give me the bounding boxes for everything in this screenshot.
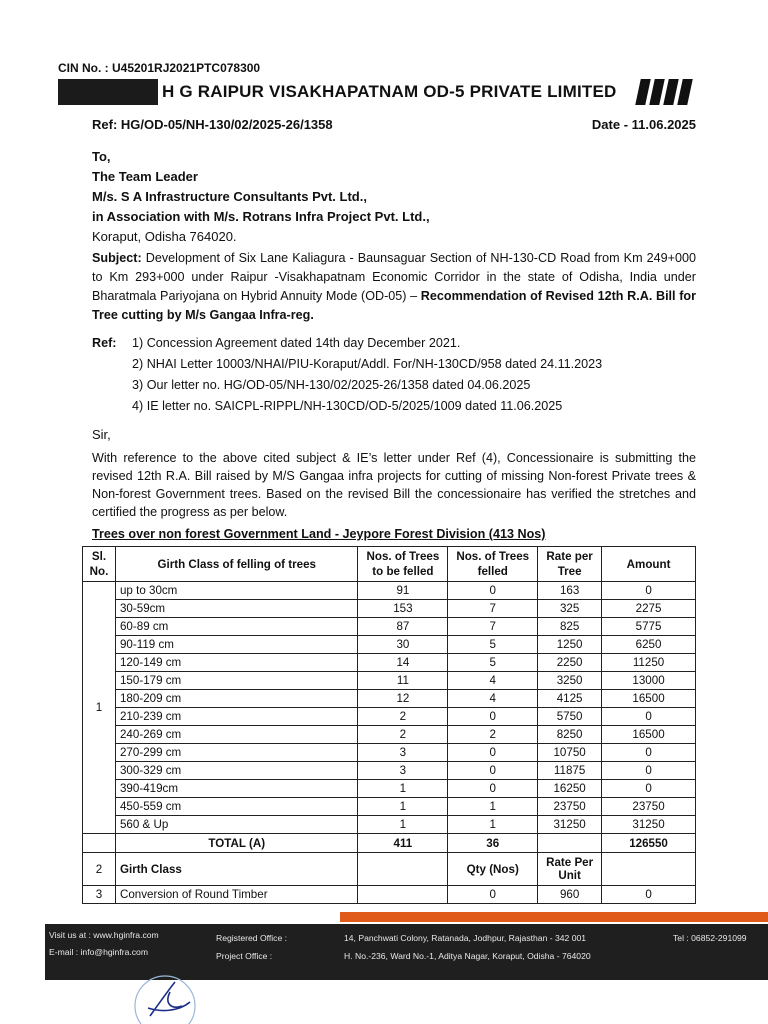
rate-cell: 2250 — [538, 654, 602, 672]
addressee-line: M/s. S A Infrastructure Consultants Pvt. Ltd., — [92, 189, 367, 204]
signature-stamp-icon — [120, 972, 210, 1024]
to-fell-cell: 87 — [358, 618, 448, 636]
table-header-row — [83, 547, 696, 582]
to-fell-cell: 2 — [358, 726, 448, 744]
conversion-qty: 0 — [448, 886, 538, 904]
rate-unit-header: Rate Per Unit — [538, 853, 602, 886]
rate-cell: 825 — [538, 618, 602, 636]
to-fell-cell: 1 — [358, 816, 448, 834]
felled-cell: 0 — [448, 708, 538, 726]
ref-label: Ref: — [92, 336, 117, 350]
rate-cell: 5750 — [538, 708, 602, 726]
qty-header: Qty (Nos) — [448, 853, 538, 886]
amount-cell: 16500 — [602, 726, 696, 744]
girth-class-cell: up to 30cm — [115, 582, 357, 600]
sl-cell: 1 — [83, 582, 116, 834]
rate-cell: 325 — [538, 600, 602, 618]
footer-registered-address: 14, Panchwati Colony, Ratanada, Jodhpur, Rajasthan - 342 001 — [344, 933, 587, 943]
conversion-label: Conversion of Round Timber — [115, 886, 357, 904]
footer-project-label: Project Office : — [216, 951, 273, 961]
to-fell-cell: 91 — [358, 582, 448, 600]
to-fell-cell: 3 — [358, 762, 448, 780]
reference-item: 1) Concession Agreement dated 14th day December 2021. — [132, 336, 461, 350]
girth-class-cell: 240-269 cm — [115, 726, 357, 744]
addressee-line: Koraput, Odisha 764020. — [92, 229, 237, 244]
table-row — [83, 780, 696, 798]
total-felled: 36 — [448, 834, 538, 853]
to-fell-cell: 1 — [358, 798, 448, 816]
girth-class-cell: 300-329 cm — [115, 762, 357, 780]
girth-class-cell: 90-119 cm — [115, 636, 357, 654]
table-row — [83, 582, 696, 600]
subject-bold: Recommendation of Revised 12th R.A. Bill for Tree cutting by M/s Gangaa Infra-reg. — [92, 289, 696, 322]
amount-cell: 0 — [602, 744, 696, 762]
total-amount: 126550 — [602, 834, 696, 853]
header-cell: Rate per Tree — [538, 547, 602, 582]
felled-cell: 4 — [448, 672, 538, 690]
amount-cell: 6250 — [602, 636, 696, 654]
amount-cell: 23750 — [602, 798, 696, 816]
amount-cell: 11250 — [602, 654, 696, 672]
address-block — [92, 147, 430, 247]
sl-cell: 2 — [83, 853, 116, 886]
girth-class-cell: 270-299 cm — [115, 744, 357, 762]
table-row — [83, 618, 696, 636]
table-row — [83, 708, 696, 726]
subject-label: Subject: — [92, 251, 142, 265]
empty-cell — [602, 853, 696, 886]
rate-cell: 163 — [538, 582, 602, 600]
cin-number: CIN No. : U45201RJ2021PTC078300 — [58, 61, 261, 75]
reference-item: 2) NHAI Letter 10003/NHAI/PIU-Koraput/Addl. For/NH-130CD/958 dated 24.11.2023 — [132, 357, 603, 371]
empty-cell — [358, 886, 448, 904]
girth-class-cell: 560 & Up — [115, 816, 357, 834]
felled-cell: 1 — [448, 798, 538, 816]
footer-website: Visit us at : www.hginfra.com — [49, 930, 159, 940]
girth-label: Girth Class — [115, 853, 357, 886]
body-paragraph: With reference to the above cited subject & IE’s letter under Ref (4), Concessionaire is submitting the revised 12th R.A. Bill raised by M/S Gangaa infra projects for cutting of missing Non-forest Private trees & Non-forest Government trees. Based on the revised Bill the concessionaire has verified the stretches and certified the progress as per below. — [92, 451, 696, 519]
header-cell: Nos. of Trees felled — [448, 547, 538, 582]
conversion-amount: 0 — [602, 886, 696, 904]
empty-cell — [358, 853, 448, 886]
company-letterhead — [58, 79, 710, 105]
rate-cell: 4125 — [538, 690, 602, 708]
to-label: To, — [92, 149, 111, 164]
total-rate — [538, 834, 602, 853]
sl-cell: 3 — [83, 886, 116, 904]
felled-cell: 0 — [448, 582, 538, 600]
footer-orange-strip — [340, 912, 768, 922]
girth-class-row — [83, 853, 696, 886]
rate-cell: 16250 — [538, 780, 602, 798]
felled-cell: 7 — [448, 600, 538, 618]
to-fell-cell: 14 — [358, 654, 448, 672]
total-row — [83, 834, 696, 853]
header-cell: Sl. No. — [83, 547, 116, 582]
felled-cell: 0 — [448, 744, 538, 762]
amount-cell: 0 — [602, 582, 696, 600]
footer-registered-label: Registered Office : — [216, 933, 288, 943]
felled-cell: 5 — [448, 654, 538, 672]
rate-cell: 23750 — [538, 798, 602, 816]
conversion-row — [83, 886, 696, 904]
felled-cell: 0 — [448, 780, 538, 798]
salutation: Sir, — [92, 427, 111, 442]
letter-ref: Ref: HG/OD-05/NH-130/02/2025-26/1358 — [92, 117, 333, 132]
girth-class-cell: 210-239 cm — [115, 708, 357, 726]
footer-telephone: Tel : 06852-291099 — [673, 933, 747, 943]
felled-cell: 7 — [448, 618, 538, 636]
table-row — [83, 690, 696, 708]
rate-cell: 1250 — [538, 636, 602, 654]
amount-cell: 31250 — [602, 816, 696, 834]
table-row — [83, 636, 696, 654]
table-title: Trees over non forest Government Land - Jeypore Forest Division (413 Nos) — [92, 527, 546, 541]
to-fell-cell: 12 — [358, 690, 448, 708]
total-label: TOTAL (A) — [115, 834, 357, 853]
conversion-rate: 960 — [538, 886, 602, 904]
footer-project-address: H. No.-236, Ward No.-1, Aditya Nagar, Koraput, Odisha - 764020 — [344, 951, 591, 961]
rate-cell: 8250 — [538, 726, 602, 744]
amount-cell: 5775 — [602, 618, 696, 636]
rate-cell: 31250 — [538, 816, 602, 834]
table-row — [83, 654, 696, 672]
company-name: H G RAIPUR VISAKHAPATNAM OD-5 PRIVATE LIMITED — [162, 82, 617, 101]
footer-email: E-mail : info@hginfra.com — [49, 947, 148, 957]
to-fell-cell: 1 — [358, 780, 448, 798]
subject-block — [92, 249, 696, 325]
header-cell: Girth Class of felling of trees — [115, 547, 357, 582]
amount-cell: 13000 — [602, 672, 696, 690]
felled-cell: 5 — [448, 636, 538, 654]
logo-bars-icon — [638, 79, 690, 105]
to-fell-cell: 11 — [358, 672, 448, 690]
to-fell-cell: 30 — [358, 636, 448, 654]
table-row — [83, 726, 696, 744]
rate-cell: 10750 — [538, 744, 602, 762]
table-row — [83, 600, 696, 618]
amount-cell: 0 — [602, 708, 696, 726]
table-row — [83, 798, 696, 816]
girth-class-cell: 150-179 cm — [115, 672, 357, 690]
felled-cell: 0 — [448, 762, 538, 780]
rate-cell: 11875 — [538, 762, 602, 780]
reference-item: 4) IE letter no. SAICPL-RIPPL/NH-130CD/OD-5/2025/1009 dated 11.06.2025 — [132, 399, 563, 413]
to-fell-cell: 2 — [358, 708, 448, 726]
table-row — [83, 762, 696, 780]
girth-class-cell: 30-59cm — [115, 600, 357, 618]
header-cell: Nos. of Trees to be felled — [358, 547, 448, 582]
references-block — [92, 333, 602, 417]
girth-class-cell: 450-559 cm — [115, 798, 357, 816]
amount-cell: 0 — [602, 780, 696, 798]
total-to-fell: 411 — [358, 834, 448, 853]
footer — [0, 912, 768, 1024]
addressee-line: The Team Leader — [92, 169, 198, 184]
amount-cell: 0 — [602, 762, 696, 780]
girth-class-cell: 390-419cm — [115, 780, 357, 798]
subject-text: Development of Six Lane Kaliagura - Baunsaguar Section of NH-130-CD Road from Km 249+000 to Km 293+000 under Raipur -Visakhapatnam Economic Corridor in the state of Odisha, India under Bharatmala Pariyojana on Hybrid Annuity Mode (OD-05) – — [92, 251, 696, 303]
amount-cell: 2275 — [602, 600, 696, 618]
girth-class-cell: 120-149 cm — [115, 654, 357, 672]
to-fell-cell: 153 — [358, 600, 448, 618]
header-cell: Amount — [602, 547, 696, 582]
girth-class-cell: 60-89 cm — [115, 618, 357, 636]
amount-cell: 16500 — [602, 690, 696, 708]
table-row — [83, 744, 696, 762]
to-fell-cell: 3 — [358, 744, 448, 762]
table-row — [83, 672, 696, 690]
felled-cell: 1 — [448, 816, 538, 834]
letter-date: Date - 11.06.2025 — [591, 117, 696, 132]
trees-table — [82, 546, 696, 904]
letterhead-black-block — [58, 79, 158, 105]
reference-item: 3) Our letter no. HG/OD-05/NH-130/02/2025-26/1358 dated 04.06.2025 — [132, 378, 531, 392]
rate-cell: 3250 — [538, 672, 602, 690]
reference-line — [92, 117, 696, 132]
addressee-line: in Association with M/s. Rotrans Infra Project Pvt. Ltd., — [92, 209, 430, 224]
felled-cell: 2 — [448, 726, 538, 744]
girth-class-cell: 180-209 cm — [115, 690, 357, 708]
table-row — [83, 816, 696, 834]
felled-cell: 4 — [448, 690, 538, 708]
